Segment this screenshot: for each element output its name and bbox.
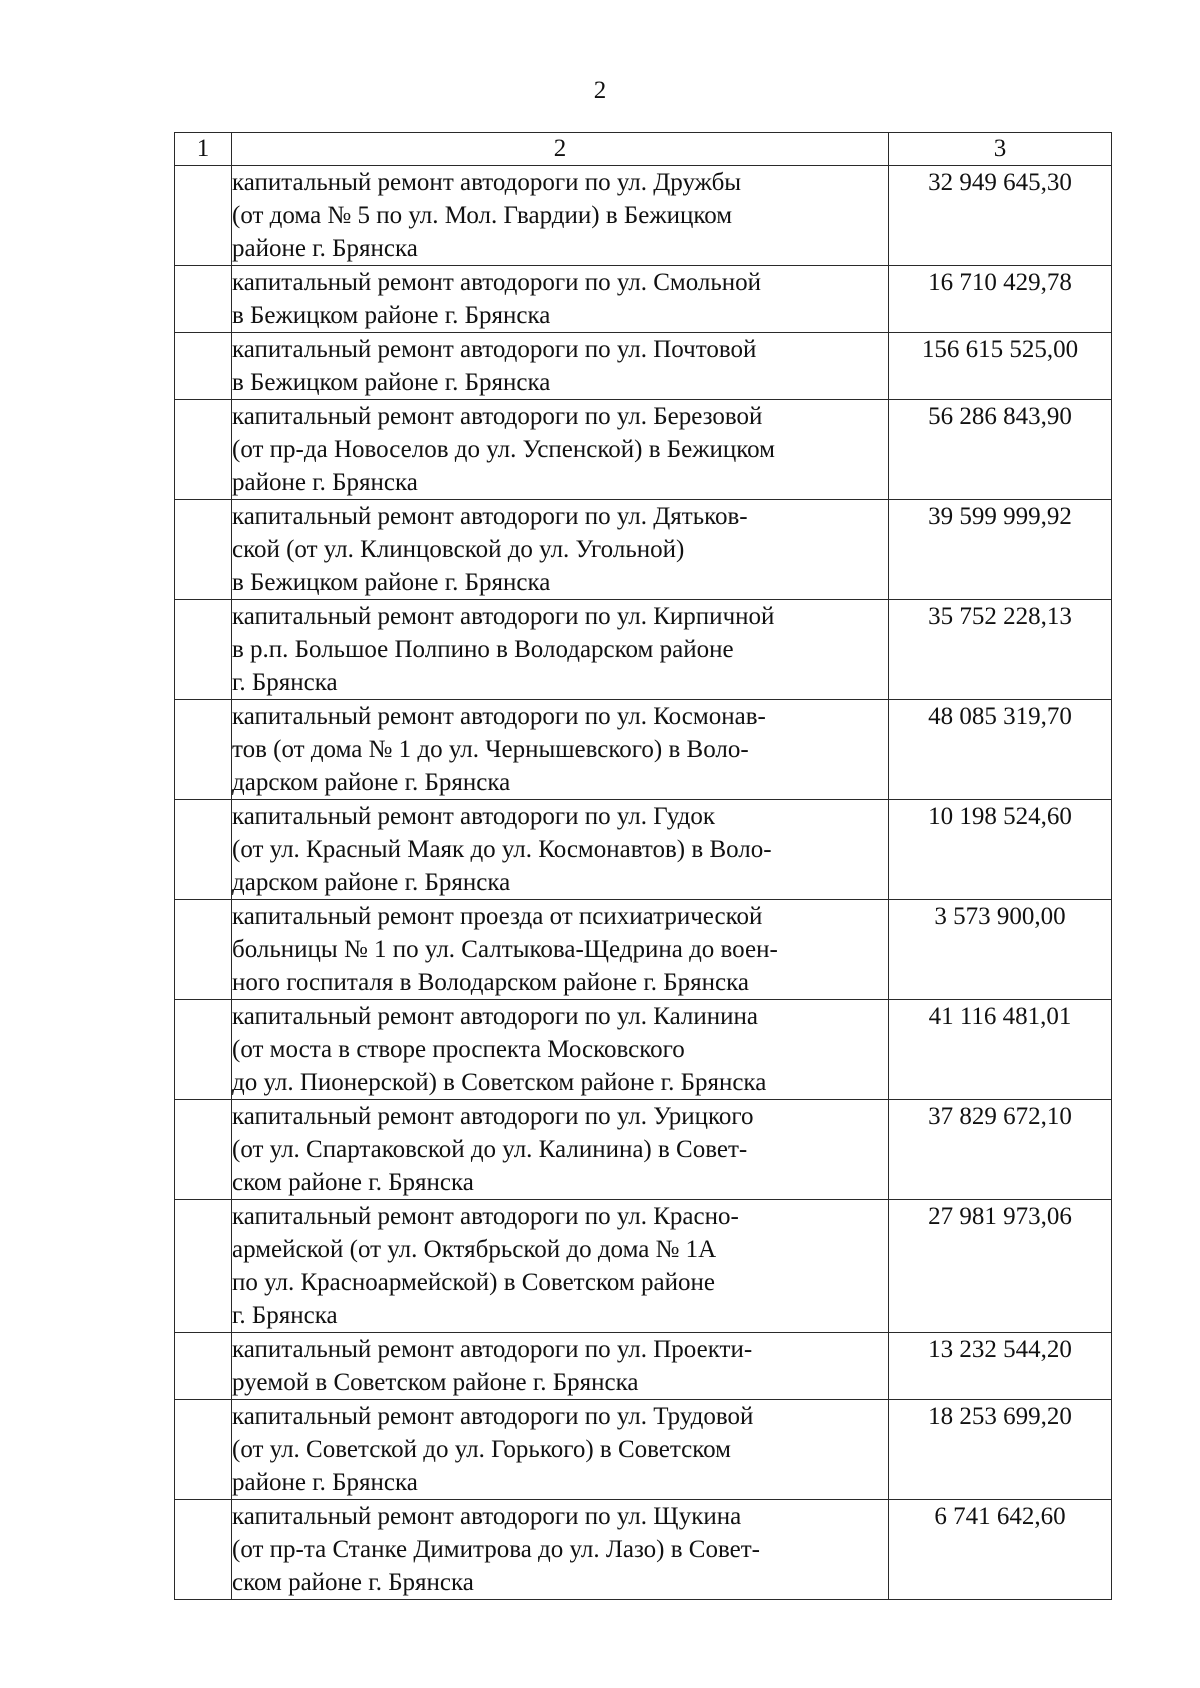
header-row xyxy=(175,133,1112,166)
work-description-cell: капитальный ремонт автодороги по ул. Космонав- тов (от дома № 1 до ул. Чернышевского) в Воло- дарском районе г. Брянска xyxy=(232,700,889,800)
table-row xyxy=(175,800,1112,900)
amount-cell: 27 981 973,06 xyxy=(889,1200,1112,1333)
work-description-cell: капитальный ремонт автодороги по ул. Калинина (от моста в створе проспекта Московского до ул. Пионерской) в Советском районе г. Брянска xyxy=(232,1000,889,1100)
row-number-cell xyxy=(175,166,232,266)
table-row xyxy=(175,1200,1112,1333)
table-row xyxy=(175,900,1112,1000)
table-row xyxy=(175,166,1112,266)
work-description-cell: капитальный ремонт проезда от психиатрической больницы № 1 по ул. Салтыкова-Щедрина до воен- ного госпиталя в Володарском районе г. Брянска xyxy=(232,900,889,1000)
table-row xyxy=(175,1100,1112,1200)
table-row xyxy=(175,500,1112,600)
row-number-cell xyxy=(175,266,232,333)
row-number-cell xyxy=(175,1400,232,1500)
table-row xyxy=(175,700,1112,800)
amount-cell: 32 949 645,30 xyxy=(889,166,1112,266)
work-description-cell: капитальный ремонт автодороги по ул. Урицкого (от ул. Спартаковской до ул. Калинина) в Совет- ском районе г. Брянска xyxy=(232,1100,889,1200)
row-number-cell xyxy=(175,1100,232,1200)
amount-cell: 56 286 843,90 xyxy=(889,400,1112,500)
work-description-cell: капитальный ремонт автодороги по ул. Гудок (от ул. Красный Маяк до ул. Космонавтов) в Воло- дарском районе г. Брянска xyxy=(232,800,889,900)
row-number-cell xyxy=(175,900,232,1000)
work-description-cell: капитальный ремонт автодороги по ул. Кирпичной в р.п. Большое Полпино в Володарском районе г. Брянска xyxy=(232,600,889,700)
table-row xyxy=(175,600,1112,700)
amount-cell: 10 198 524,60 xyxy=(889,800,1112,900)
row-number-cell xyxy=(175,500,232,600)
work-description-cell: капитальный ремонт автодороги по ул. Дружбы (от дома № 5 по ул. Мол. Гвардии) в Бежицком районе г. Брянска xyxy=(232,166,889,266)
row-number-cell xyxy=(175,700,232,800)
table-row xyxy=(175,400,1112,500)
work-description-cell: капитальный ремонт автодороги по ул. Дятьков- ской (от ул. Клинцовской до ул. Угольной) в Бежицком районе г. Брянска xyxy=(232,500,889,600)
table-row xyxy=(175,1400,1112,1500)
table-row xyxy=(175,1000,1112,1100)
amount-cell: 18 253 699,20 xyxy=(889,1400,1112,1500)
work-description-cell: капитальный ремонт автодороги по ул. Красно- армейской (от ул. Октябрьской до дома № 1А по ул. Красноармейской) в Советском районе г. Брянска xyxy=(232,1200,889,1333)
table-row xyxy=(175,1333,1112,1400)
amount-cell: 41 116 481,01 xyxy=(889,1000,1112,1100)
row-number-cell xyxy=(175,1000,232,1100)
amount-cell: 156 615 525,00 xyxy=(889,333,1112,400)
header-col-3: 3 xyxy=(889,133,1112,166)
work-description-cell: капитальный ремонт автодороги по ул. Березовой (от пр-да Новоселов до ул. Успенской) в Бежицком районе г. Брянска xyxy=(232,400,889,500)
row-number-cell xyxy=(175,333,232,400)
amount-cell: 39 599 999,92 xyxy=(889,500,1112,600)
row-number-cell xyxy=(175,400,232,500)
works-table xyxy=(174,132,1112,1600)
amount-cell: 3 573 900,00 xyxy=(889,900,1112,1000)
row-number-cell xyxy=(175,1200,232,1333)
amount-cell: 13 232 544,20 xyxy=(889,1333,1112,1400)
amount-cell: 35 752 228,13 xyxy=(889,600,1112,700)
header-col-2: 2 xyxy=(232,133,889,166)
work-description-cell: капитальный ремонт автодороги по ул. Щукина (от пр-та Станке Димитрова до ул. Лазо) в Совет- ском районе г. Брянска xyxy=(232,1500,889,1600)
amount-cell: 48 085 319,70 xyxy=(889,700,1112,800)
row-number-cell xyxy=(175,800,232,900)
work-description-cell: капитальный ремонт автодороги по ул. Почтовой в Бежицком районе г. Брянска xyxy=(232,333,889,400)
table-row xyxy=(175,266,1112,333)
work-description-cell: капитальный ремонт автодороги по ул. Смольной в Бежицком районе г. Брянска xyxy=(232,266,889,333)
table-row xyxy=(175,1500,1112,1600)
work-description-cell: капитальный ремонт автодороги по ул. Проекти- руемой в Советском районе г. Брянска xyxy=(232,1333,889,1400)
amount-cell: 16 710 429,78 xyxy=(889,266,1112,333)
row-number-cell xyxy=(175,1500,232,1600)
row-number-cell xyxy=(175,1333,232,1400)
table-row xyxy=(175,333,1112,400)
table-body xyxy=(175,166,1112,1600)
work-description-cell: капитальный ремонт автодороги по ул. Трудовой (от ул. Советской до ул. Горького) в Советском районе г. Брянска xyxy=(232,1400,889,1500)
amount-cell: 6 741 642,60 xyxy=(889,1500,1112,1600)
row-number-cell xyxy=(175,600,232,700)
amount-cell: 37 829 672,10 xyxy=(889,1100,1112,1200)
header-col-1: 1 xyxy=(175,133,232,166)
page-number: 2 xyxy=(593,77,607,104)
